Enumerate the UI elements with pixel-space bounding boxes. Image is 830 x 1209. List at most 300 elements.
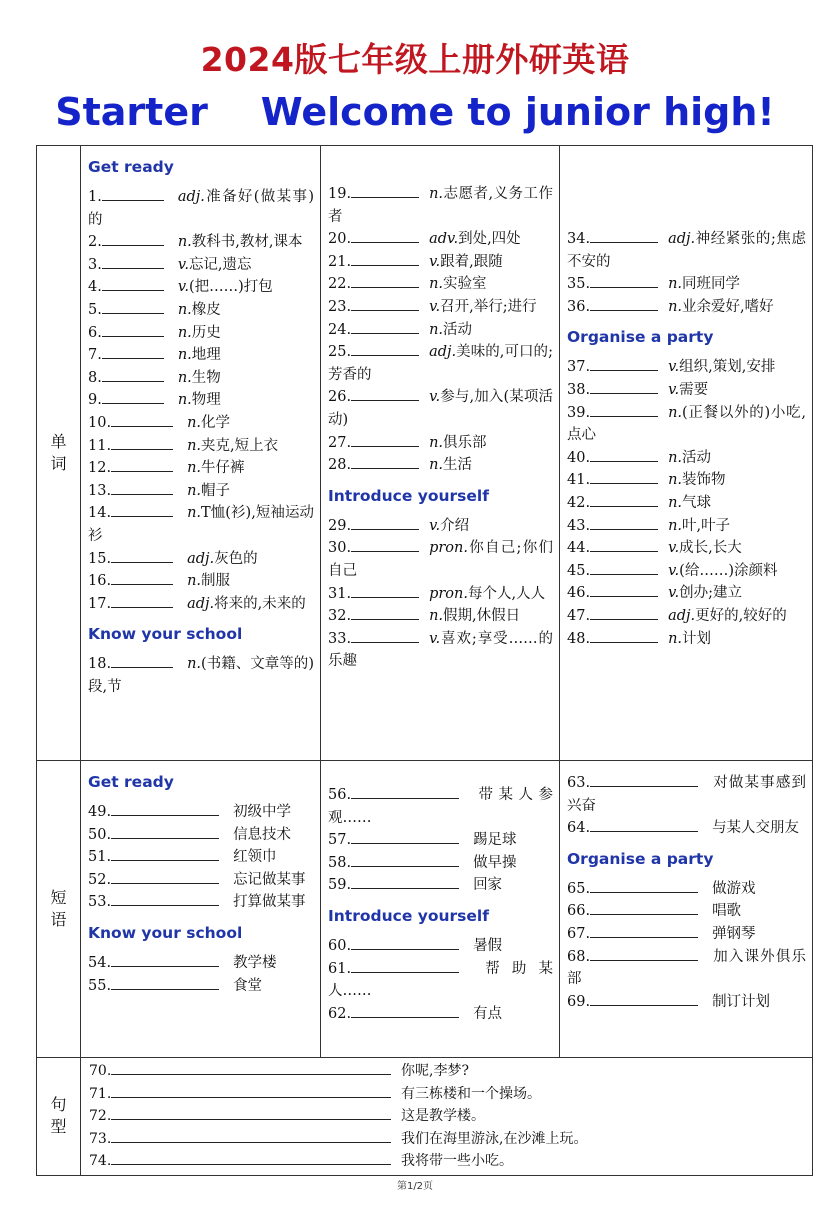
vocab-item [88,389,314,412]
item-number: 3. [88,256,102,273]
item-number: 52. [88,871,112,888]
answer-blank[interactable] [351,296,419,311]
part-of-speech: n. [177,347,192,364]
vocab-item [567,582,806,605]
vocab-item [567,605,806,628]
answer-blank[interactable] [590,537,658,552]
answer-blank[interactable] [102,344,164,359]
chinese-meaning: 带某人参观…… [328,787,553,826]
item-number: 69. [567,993,591,1010]
vocab-item [567,402,806,447]
answer-blank[interactable] [590,900,698,915]
answer-blank[interactable] [351,874,459,889]
item-number: 39. [567,404,591,421]
answer-blank[interactable] [111,801,219,816]
part-of-speech: n. [187,482,202,499]
vocab-item [328,515,553,538]
answer-blank[interactable] [351,935,459,950]
answer-blank[interactable] [351,829,459,844]
chinese-meaning: 帮助某人…… [328,960,553,1000]
phrase-item [567,991,806,1014]
item-number: 58. [328,854,352,871]
answer-blank[interactable] [351,784,459,799]
chinese-meaning: 我们在海里游泳,在沙滩上玩。 [401,1130,588,1147]
chinese-meaning: 忘记做某事 [233,871,306,888]
vocab-item [88,367,314,390]
chinese-meaning: 我将带一些小吃。 [401,1153,513,1170]
phrase-item [88,975,314,998]
part-of-speech: adj. [187,595,215,612]
part-of-speech: v. [429,517,441,534]
vocab-item [328,273,553,296]
part-of-speech: n. [668,276,683,293]
vocab-item [88,412,314,435]
part-of-speech: v. [429,298,441,315]
item-number: 44. [567,540,591,557]
words-column-3 [560,146,812,652]
chinese-meaning: 召开,举行;进行 [440,298,537,315]
answer-blank[interactable] [351,432,419,447]
item-number: 55. [88,977,112,994]
vocab-item [88,254,314,277]
words-row [37,146,813,761]
item-number: 65. [567,880,591,897]
part-of-speech: v. [177,256,189,273]
answer-blank[interactable] [111,846,219,861]
part-of-speech: v. [177,279,189,296]
answer-blank[interactable] [111,412,173,427]
answer-blank[interactable] [351,1003,459,1018]
vocab-item [328,537,553,582]
answer-blank[interactable] [590,817,698,832]
chinese-meaning: 生物 [191,369,221,386]
answer-blank[interactable] [111,824,219,839]
chinese-meaning: 做早操 [473,854,517,871]
vocab-item [567,560,806,583]
chinese-meaning: 信息技术 [233,826,292,843]
part-of-speech: n. [429,434,444,451]
item-number: 62. [328,1005,352,1022]
chinese-meaning: 灰色的 [214,550,258,567]
phrase-item [567,946,806,991]
chinese-meaning: 打算做某事 [233,894,306,911]
answer-blank[interactable] [111,570,173,585]
sentence-item [89,1105,806,1128]
chinese-meaning: 夹克,短上衣 [201,437,279,454]
vocab-item [567,515,806,538]
chinese-meaning: 这是教学楼。 [401,1108,485,1125]
chinese-meaning: 将来的,未来的 [214,595,306,612]
sentences-row [37,1058,813,1176]
answer-blank[interactable] [590,582,658,597]
answer-blank[interactable] [111,1128,391,1143]
item-number: 32. [328,608,352,625]
answer-blank[interactable] [111,891,219,906]
item-number: 24. [328,321,352,338]
part-of-speech: n. [429,276,444,293]
item-number: 19. [328,186,352,202]
chinese-meaning: 弹钢琴 [712,925,756,942]
item-number: 68. [567,948,591,965]
phrase-item [328,935,553,958]
phrase-item [88,846,314,869]
vocab-item [567,537,806,560]
part-of-speech: n. [177,301,192,318]
answer-blank[interactable] [102,367,164,382]
item-number: 38. [567,381,591,398]
chinese-meaning: 教科书,教材,课本 [191,234,303,251]
chinese-meaning: 同班同学 [682,276,741,293]
part-of-speech: n. [429,608,444,625]
part-of-speech: n. [668,630,683,647]
part-of-speech: n. [187,573,202,590]
part-of-speech: v. [429,253,441,270]
vocab-item [328,319,553,342]
item-number: 45. [567,562,591,579]
item-number: 29. [328,517,352,534]
part-of-speech: adj. [429,344,457,361]
part-of-speech: n. [177,234,192,251]
answer-blank[interactable] [351,341,419,356]
chinese-meaning: 初级中学 [233,804,292,820]
chinese-meaning: 回家 [473,877,503,894]
item-number: 13. [88,482,112,499]
part-of-speech: n. [177,392,192,409]
answer-blank[interactable] [111,1150,391,1165]
answer-blank[interactable] [111,1105,391,1120]
section-heading: Get ready [88,773,174,791]
answer-blank[interactable] [351,628,419,643]
vocab-item [328,583,553,606]
chinese-meaning: 准备好(做某事)的 [88,189,314,228]
chinese-meaning: 你呢,李梦? [401,1063,469,1079]
answer-blank[interactable] [590,878,698,893]
vocab-item [328,628,553,673]
chinese-meaning: (给……)涂颜料 [679,562,778,579]
part-of-speech: v. [668,359,680,376]
part-of-speech: n. [187,505,202,522]
words-label: 单 词 [37,146,81,761]
answer-blank[interactable] [102,254,164,269]
vocab-item [567,228,806,273]
chinese-meaning: 志愿者,义务工作者 [328,186,553,225]
answer-blank[interactable] [590,923,698,938]
part-of-speech: v. [668,562,680,579]
answer-blank[interactable] [111,480,173,495]
chinese-meaning: 对做某事感到兴奋 [567,775,806,814]
sentence-item [89,1083,806,1106]
vocab-item [88,276,314,299]
phrase-item [567,772,806,817]
vocab-item [88,231,314,254]
item-number: 25. [328,344,352,361]
answer-blank[interactable] [590,447,658,462]
answer-blank[interactable] [590,991,698,1006]
answer-blank[interactable] [590,469,658,484]
chinese-meaning: 生活 [443,457,473,474]
chinese-meaning: 制服 [201,573,231,590]
item-number: 7. [88,347,102,364]
answer-blank[interactable] [590,379,658,394]
part-of-speech: v. [668,381,680,398]
item-number: 16. [88,573,112,590]
answer-blank[interactable] [590,605,658,620]
item-number: 4. [88,279,102,296]
item-number: 41. [567,472,591,489]
answer-blank[interactable] [102,322,164,337]
answer-blank[interactable] [111,653,173,668]
part-of-speech: v. [668,585,680,602]
chinese-meaning: 有三栋楼和一个操场。 [401,1085,541,1102]
section-heading: Introduce yourself [328,906,489,925]
item-number: 9. [88,392,102,409]
part-of-speech: adv. [429,231,459,248]
chinese-meaning: 装饰物 [682,472,726,489]
item-number: 26. [328,389,352,406]
item-number: 47. [567,607,591,624]
answer-blank[interactable] [351,537,419,552]
answer-blank[interactable] [590,356,658,371]
vocab-item [567,492,806,515]
section-heading: Organise a party [567,328,714,347]
answer-blank[interactable] [102,186,164,201]
page-footer: 第1/2页 [396,1181,434,1192]
answer-blank[interactable] [590,273,658,288]
item-number: 59. [328,877,352,894]
item-number: 74. [89,1153,112,1170]
answer-blank[interactable] [102,231,164,246]
answer-blank[interactable] [590,228,658,243]
part-of-speech: n. [668,404,683,421]
item-number: 22. [328,276,352,293]
answer-blank[interactable] [351,273,419,288]
answer-blank[interactable] [351,605,419,620]
item-number: 64. [567,820,591,837]
phrase-item [328,874,553,897]
chinese-meaning: 你自己;你们自己 [328,540,553,579]
section-heading: Organise a party [567,849,714,868]
page-title: 2024版七年级上册外研英语 [200,40,630,79]
item-number: 33. [328,630,352,647]
chinese-meaning: 组织,策划,安排 [679,359,776,376]
part-of-speech: n. [187,437,202,454]
answer-blank[interactable] [351,454,419,469]
chinese-meaning: (把……)打包 [188,279,273,296]
chinese-meaning: 实验室 [443,276,487,293]
answer-blank[interactable] [111,952,219,967]
part-of-speech: n. [429,186,444,202]
answer-blank[interactable] [351,251,419,266]
vocab-item [328,386,553,431]
item-number: 67. [567,925,591,942]
phrase-item [567,900,806,923]
part-of-speech: n. [187,656,202,673]
item-number: 73. [89,1130,112,1147]
phrase-item [328,784,553,829]
chinese-meaning: 与某人交朋友 [712,820,800,837]
vocab-item [88,570,314,593]
answer-blank[interactable] [111,1083,391,1098]
vocab-item [88,480,314,503]
answer-blank[interactable] [351,386,419,401]
phrase-item [88,891,314,914]
vocab-item [88,322,314,345]
chinese-meaning: 假期,休假日 [443,608,521,625]
answer-blank[interactable] [590,628,658,643]
chinese-meaning: 化学 [201,414,231,431]
chinese-meaning: 每个人,人人 [467,585,546,602]
item-number: 14. [88,505,112,522]
item-number: 48. [567,630,591,647]
answer-blank[interactable] [590,560,658,575]
chinese-meaning: 做游戏 [712,880,756,897]
item-number: 34. [567,231,591,247]
answer-blank[interactable] [102,276,164,291]
item-number: 8. [88,369,102,386]
part-of-speech: v. [668,540,680,557]
chinese-meaning: 历史 [191,324,221,341]
sentence-item [89,1150,806,1173]
answer-blank[interactable] [590,296,658,311]
answer-blank[interactable] [102,389,164,404]
answer-blank[interactable] [111,457,173,472]
vocab-item [88,653,314,698]
sentence-item [89,1128,806,1151]
chinese-meaning: 更好的,较好的 [695,607,787,624]
vocab-item [328,432,553,455]
item-number: 11. [88,437,112,454]
phrases-column-1 [81,761,320,999]
part-of-speech: adj. [177,189,205,205]
answer-blank[interactable] [590,946,698,961]
answer-blank[interactable] [351,228,419,243]
chinese-meaning: 跟着,跟随 [440,253,503,270]
answer-blank[interactable] [351,319,419,334]
phrase-item [328,1003,553,1026]
chinese-meaning: 创办;建立 [679,585,743,602]
phrase-item [567,923,806,946]
answer-blank[interactable] [102,299,164,314]
sentences-list [81,1058,812,1175]
answer-blank[interactable] [351,852,459,867]
section-heading: Introduce yourself [328,486,489,505]
words-column-1 [81,146,320,700]
part-of-speech: n. [668,494,683,511]
part-of-speech: n. [668,472,683,489]
item-number: 28. [328,457,352,474]
item-number: 18. [88,656,112,673]
item-number: 71. [89,1085,112,1102]
vocab-item [328,454,553,477]
item-number: 31. [328,585,352,602]
answer-blank[interactable] [590,402,658,417]
phrase-item [328,829,553,852]
phrase-item [567,817,806,840]
chinese-meaning: 俱乐部 [443,434,487,451]
answer-blank[interactable] [111,435,173,450]
answer-blank[interactable] [590,492,658,507]
answer-blank[interactable] [111,1060,391,1075]
answer-blank[interactable] [111,975,219,990]
vocab-item [328,251,553,274]
phrases-label: 短 语 [37,761,81,1058]
vocab-item [567,356,806,379]
chinese-meaning: 活动 [682,449,712,466]
part-of-speech: n. [429,321,444,338]
section-heading: Get ready [88,158,174,176]
chinese-meaning: 参与,加入(某项活动) [328,389,553,428]
chinese-meaning: 地理 [191,347,221,364]
item-number: 60. [328,937,352,954]
answer-blank[interactable] [111,502,173,517]
chinese-meaning: T恤(衫),短袖运动衫 [88,505,314,544]
item-number: 72. [89,1108,112,1125]
phrase-item [567,878,806,901]
answer-blank[interactable] [351,183,419,198]
chinese-meaning: 物理 [191,392,221,409]
chinese-meaning: (正餐以外的)小吃,点心 [567,404,806,444]
answer-blank[interactable] [351,515,419,530]
item-number: 40. [567,449,591,466]
item-number: 15. [88,550,112,567]
chinese-meaning: 到处,四处 [458,231,521,248]
part-of-speech: n. [177,369,192,386]
vocab-item [88,457,314,480]
answer-blank[interactable] [351,958,459,973]
chinese-meaning: 食堂 [233,977,263,994]
part-of-speech: n. [187,414,202,431]
chinese-meaning: 制订计划 [712,993,771,1010]
chinese-meaning: 踢足球 [473,832,517,849]
chinese-meaning: 暑假 [473,937,503,954]
item-number: 63. [567,775,591,791]
item-number: 21. [328,253,352,270]
sentences-label: 句 型 [37,1058,81,1176]
chinese-meaning: 教学楼 [233,954,277,971]
answer-blank[interactable] [111,593,173,608]
answer-blank[interactable] [111,869,219,884]
phrases-row [37,761,813,1058]
answer-blank[interactable] [590,515,658,530]
chinese-meaning: 帽子 [201,482,231,499]
chinese-meaning: (书籍、文章等的)段,节 [88,656,314,695]
item-number: 42. [567,494,591,511]
part-of-speech: pron. [429,585,468,602]
vocab-item [88,435,314,458]
chinese-meaning: 叶,叶子 [682,517,731,534]
item-number: 61. [328,960,352,977]
vocab-item [88,186,314,231]
phrase-item [328,852,553,875]
phrases-column-2 [321,761,559,1027]
answer-blank[interactable] [590,772,698,787]
answer-blank[interactable] [111,548,173,563]
item-number: 35. [567,276,591,293]
chinese-meaning: 橡皮 [191,301,221,318]
answer-blank[interactable] [351,583,419,598]
vocab-item [88,548,314,571]
part-of-speech: v. [429,630,441,647]
vocab-item [328,341,553,386]
sentence-item [89,1060,806,1083]
chinese-meaning: 计划 [682,630,712,647]
chinese-meaning: 业余爱好,嗜好 [682,298,774,315]
item-number: 43. [567,517,591,534]
vocab-item [88,299,314,322]
item-number: 56. [328,787,352,803]
unit-title: Starter Welcome to junior high! [55,90,775,134]
item-number: 70. [89,1063,112,1079]
